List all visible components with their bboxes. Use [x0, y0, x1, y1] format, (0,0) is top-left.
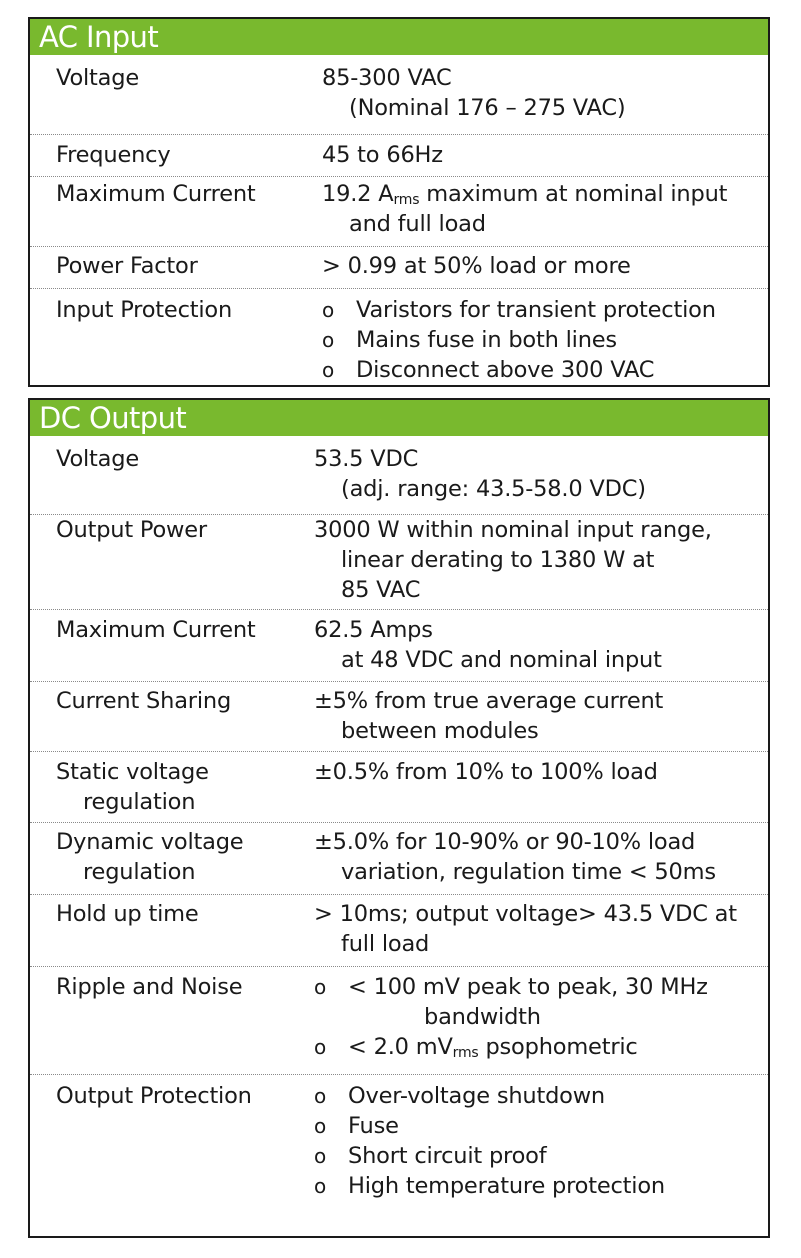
dc-ripple-label: Ripple and Noise — [56, 974, 243, 1000]
dc-voltage-row — [30, 444, 768, 514]
ac-power-factor-label: Power Factor — [56, 253, 198, 279]
dc-protection-label: Output Protection — [56, 1083, 252, 1109]
dc-voltage-label: Voltage — [56, 446, 139, 472]
list-item: o Varistors for transient protection — [322, 297, 716, 323]
dc-max-current-row — [30, 609, 768, 682]
list-item: o Short circuit proof — [314, 1143, 547, 1169]
list-item: o Disconnect above 300 VAC — [322, 357, 655, 383]
dc-output-panel — [28, 398, 770, 1238]
ac-frequency-label: Frequency — [56, 142, 171, 168]
ac-protection-label: Input Protection — [56, 297, 233, 323]
ac-max-current-value: 19.2 $A_{rms}$ maximum at nominal input and full load — [322, 181, 728, 237]
dc-ripple-list: o < 100 mV peak to peak, 30 MHz bandwidth o < 2.0 $mV_{rms}$ psophometric — [314, 974, 708, 1061]
dc-protection-list — [314, 1081, 665, 1201]
ac-protection-row — [30, 288, 768, 384]
ac-voltage-row — [30, 63, 768, 134]
ac-input-header: AC Input — [30, 19, 768, 55]
list-item: o < 2.0 $mV_{rms}$ psophometric — [314, 1034, 638, 1061]
ac-frequency-row — [30, 134, 768, 177]
dc-hold-up-value: > 10ms; output voltage> 43.5 VDC at full load — [314, 901, 737, 957]
ac-voltage-value: 85-300 VAC (Nominal 176 – 275 VAC) — [322, 65, 626, 121]
dc-max-current-value: 62.5 Amps at 48 VDC and nominal input — [314, 617, 662, 673]
list-item: o < 100 mV peak to peak, 30 MHz — [314, 974, 708, 1000]
dc-dynamic-reg-value: ±5.0% for 10-90% or 90-10% load variation, regulation time < 50ms — [314, 829, 716, 885]
dc-voltage-value: 53.5 VDC (adj. range: 43.5-58.0 VDC) — [314, 446, 646, 502]
list-item: o Fuse — [314, 1113, 399, 1139]
dc-dynamic-reg-label: Dynamic voltage regulation — [56, 829, 244, 885]
dc-ripple-row — [30, 966, 768, 1075]
dc-output-header: DC Output — [30, 400, 768, 436]
dc-hold-up-row — [30, 894, 768, 967]
ac-power-factor-row — [30, 246, 768, 289]
dc-dynamic-reg-row — [30, 822, 768, 895]
ac-protection-list — [322, 295, 716, 385]
ac-input-panel — [28, 17, 770, 387]
dc-power-value: 3000 W within nominal input range, linear derating to 1380 W at 85 VAC — [314, 517, 712, 603]
dc-power-label: Output Power — [56, 517, 207, 543]
dc-power-row — [30, 514, 768, 610]
dc-sharing-value: ±5% from true average current between modules — [314, 688, 664, 744]
ac-frequency-value: 45 to 66Hz — [322, 142, 443, 168]
dc-max-current-label: Maximum Current — [56, 617, 256, 643]
ac-max-current-label: Maximum Current — [56, 181, 256, 207]
dc-static-reg-row — [30, 751, 768, 823]
ac-power-factor-value: > 0.99 at 50% load or more — [322, 253, 631, 279]
dc-protection-row — [30, 1074, 768, 1235]
list-item: o Over-voltage shutdown — [314, 1083, 605, 1109]
dc-hold-up-label: Hold up time — [56, 901, 199, 927]
dc-sharing-label: Current Sharing — [56, 688, 232, 714]
ac-max-current-row — [30, 176, 768, 247]
dc-static-reg-value: ±0.5% from 10% to 100% load — [314, 759, 658, 785]
ac-voltage-label: Voltage — [56, 65, 139, 91]
dc-sharing-row — [30, 681, 768, 752]
list-item: o Mains fuse in both lines — [322, 327, 617, 353]
list-item: o High temperature protection — [314, 1173, 665, 1199]
dc-static-reg-label: Static voltage regulation — [56, 759, 209, 815]
